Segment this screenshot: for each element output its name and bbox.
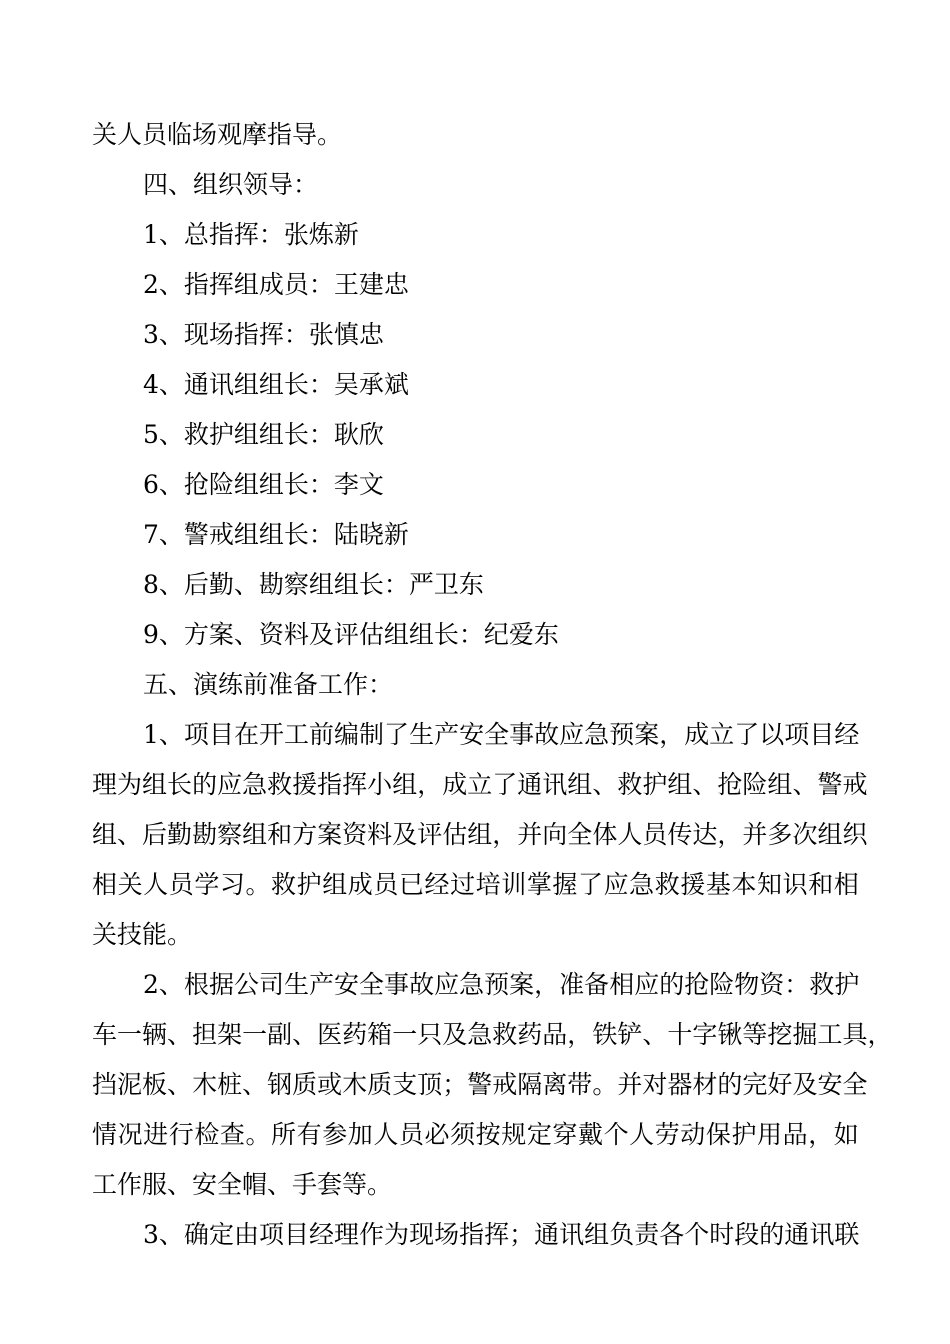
paragraph-line: 组 、 后 勤 勘 察 组 和 方 案 资 料 及 评 估 组 ， 并 向 全 体 人 员 传 达 ， 并 多 次 组 织 — [92, 820, 868, 849]
paragraph-line: 3 、 确 定 由 项 目 经 理 作 为 现 场 指 挥 ； 通 讯 组 负 责 各 个 时 段 的 通 讯 联 — [143, 1220, 860, 1249]
list-item: 3、现场指挥：张慎忠 — [143, 320, 384, 349]
list-item: 5、救护组组长：耿欣 — [143, 420, 384, 449]
list-item: 1、总指挥：张炼新 — [143, 220, 359, 249]
list-item: 4、通讯组组长：吴承斌 — [143, 370, 409, 399]
paragraph-line: 2 、 根 据 公 司 生 产 安 全 事 故 应 急 预 案 ， 准 备 相 应 的 抢 险 物 资 ： 救 护 — [143, 970, 860, 999]
list-item: 2、指挥组成员：王建忠 — [143, 270, 409, 299]
paragraph-line: 情 况 进 行 检 查 。 所 有 参 加 人 员 必 须 按 规 定 穿 戴 个 人 劳 动 保 护 用 品 ， 如 — [92, 1120, 859, 1149]
list-item: 8、后勤、勘察组组长：严卫东 — [143, 570, 484, 599]
list-item: 6、抢险组组长：李文 — [143, 470, 384, 499]
section-heading: 四、组织领导： — [143, 170, 319, 199]
paragraph-line: 工作服、安全帽、手套等。 — [92, 1170, 393, 1199]
paragraph-line: 相 关 人 员 学 习 。 救 护 组 成 员 已 经 过 培 训 掌 握 了 应 急 救 援 基 本 知 识 和 相 — [92, 870, 859, 899]
paragraph-line: 挡 泥 板 、 木 桩 、 钢 质 或 木 质 支 顶 ； 警 戒 隔 离 带 。 并 对 器 材 的 完 好 及 安 全 — [92, 1070, 868, 1099]
section-heading: 五、演练前准备工作： — [143, 670, 394, 699]
list-item: 7、警戒组组长：陆晓新 — [143, 520, 409, 549]
text-line: 关人员临场观摩指导。 — [92, 120, 343, 149]
paragraph-line: 车 一 辆 、 担 架 一 副 、 医 药 箱 一 只 及 急 救 药 品 ， 铁 铲 、 十 字 锹 等 挖 掘 工 具 ， — [92, 1020, 893, 1049]
paragraph-line: 理 为 组 长 的 应 急 救 援 指 挥 小 组 ， 成 立 了 通 讯 组 、 救 护 组 、 抢 险 组 、 警 戒 — [92, 770, 868, 799]
paragraph-line: 1 、 项 目 在 开 工 前 编 制 了 生 产 安 全 事 故 应 急 预 案 ， 成 立 了 以 项 目 经 — [143, 720, 860, 749]
list-item: 9、方案、资料及评估组组长：纪爱东 — [143, 620, 559, 649]
paragraph-line: 关技能。 — [92, 920, 193, 949]
